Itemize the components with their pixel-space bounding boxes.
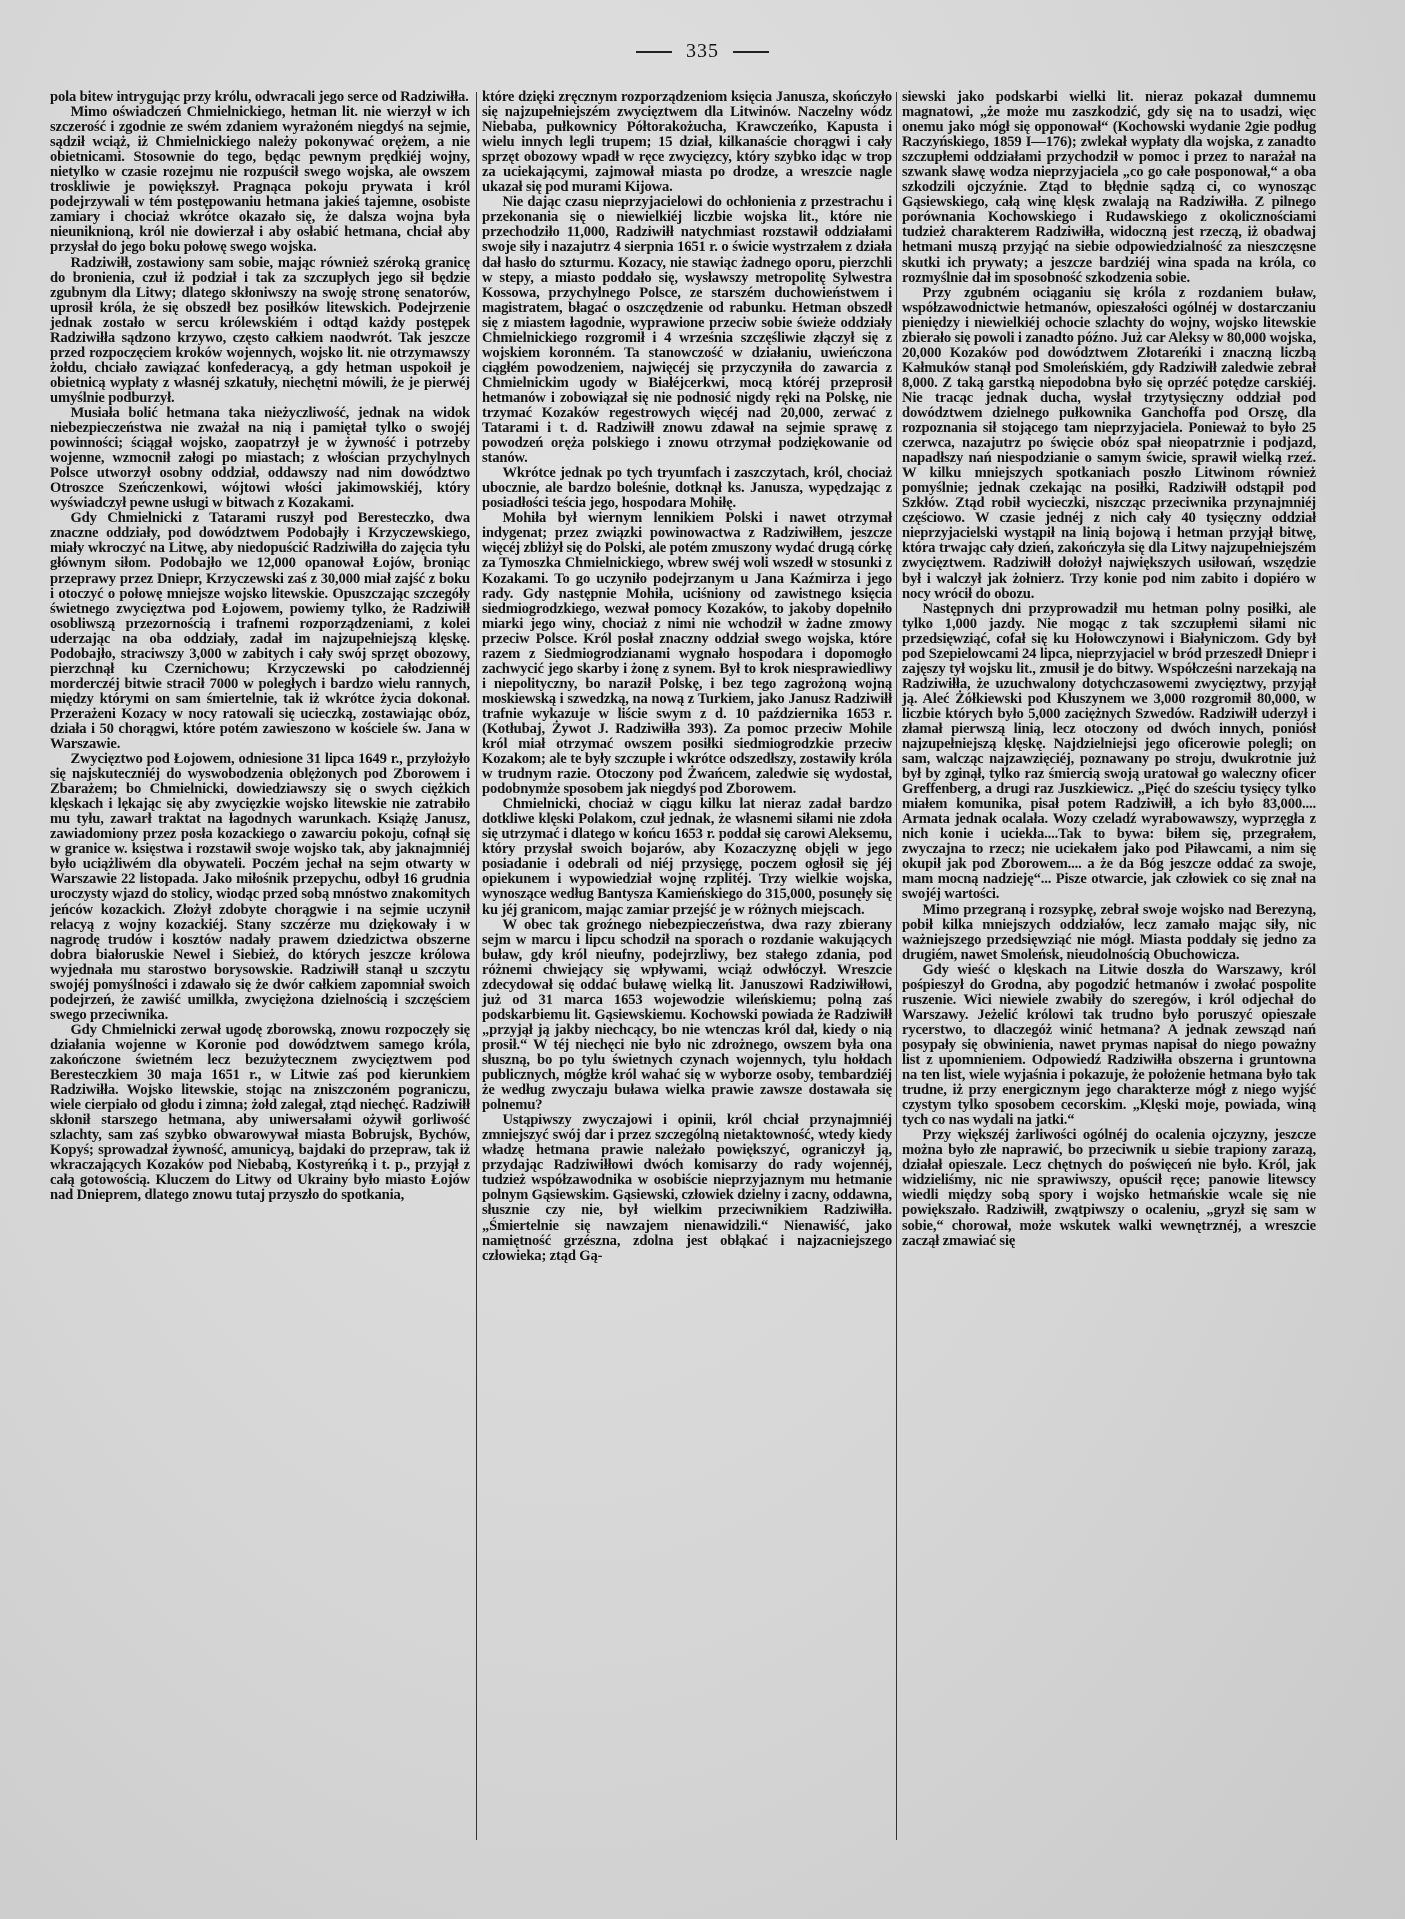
paragraph: Zwycięztwo pod Łojowem, odniesione 31 lipca 1649 r., przyłożyło się najskuteczniéj do wyswobodzenia oblężonych pod Zborowem i Zbarażem; bo Chmielnicki, dowiedziawszy się o swych ciężkich klęskach i lękając się aby zwycięzkie wojsko litewskie nie zatrabiło mu tyłu, zawarł traktat na łagodnych warunkach. Książę Janusz, zawiadomiony przez posła kozackiego o zawarciu pokoju, cofnął się w granice w. księstwa i rozstawił swoje wojsko tak, aby jaknajmniéj było uciążliwém dla obywateli. Poczém jechał na sejm otwarty w Warszawie 22 listopada. Jako miłośnik przepychu, odbył 16 grudnia uroczysty wjazd do stolicy, wiodąc przed sobą mnóstwo znakomitych jeńców kozackich. Złożył zdobyte chorągwie i na sejmie uczynił relacyą z wojny kozackiéj. Stany szczérze mu dziękowały i w nagrodę trudów i kosztów nadały prawem dziedzictwa obszerne dobra białoruskie Newel i Siebież, do których jeszcze królowa wyjednała mu starostwo borysowskie. Radziwiłł stanął u szczytu swojéj pomyślności i zdawało się że dwór całkiem zapomniał swoich podejrzeń, że zawiść umilkła, zwyciężona dzielnością i szczęściem swego przeciwnika. <box>50 751 470 1023</box>
paragraph: Chmielnicki, chociaż w ciągu kilku lat nieraz zadał bardzo dotkliwe klęski Polakom, czuł jednak, że własnemi siłami nie zdoła się utrzymać i dlatego w końcu 1653 r. poddał się carowi Aleksemu, który przysłał swoich bojarów, aby Kozaczyznę objęli w jego posiadanie i odebrali od niéj przysięgę, poczem ogłosił się jéj opiekunem i wypowiedział wojnę rzplitéj. Trzy wielkie wojska, wynoszące według Bantysza Kamieńskiego do 315,000, posunęły się ku jéj granicom, mając zamiar przejść je w różnych miejscach. <box>482 796 892 918</box>
paragraph: Gdy Chmielnicki zerwał ugodę zborowską, znowu rozpoczęły się działania wojenne w Koronie pod dowództwem samego króla, zakończone świetném lecz bezużytecznem zwycięztwem pod Beresteczkiem 30 maja 1651 r., w Litwie zaś pod kierunkiem Radziwiłła. Wojsko litewskie, stojąc na zniszczoném pograniczu, wiele cierpiało od głodu i zimna; żołd zalegał, ztąd niechęć. Radziwiłł skłonił starszego hetmana, aby uniwersałami ożywił gorliwość szlachty, sam zaś szybko obwarowywał miasta Bobrujsk, Bychów, Kopyś; sprowadzał żywność, amunicyą, bajdaki do przepraw, tak iż wkraczających Kozaków pod Niebabą, Kostyreńką i t. p., przyjął z całą gotowością. Kluczem do Litwy od Ukrainy było miasto Łojów nad Dnieprem, dlatego znowu tutaj przyszło do spotkania, <box>50 1021 470 1204</box>
page-number: 335 <box>686 40 719 62</box>
paragraph: Nie dając czasu nieprzyjacielowi do ochłonienia z przestrachu i przekonania się o niewielkiéj liczbie wojska lit., które nie przechodziło 11,000, Radziwiłł natychmiast rozstawił oddziałami swoje siły i nazajutrz 4 sierpnia 1651 r. o świcie wystrzałem z działa dał hasło do szturmu. Kozacy, nie stawiąc żadnego oporu, pierzchli w stepy, a miasto poddało się, wysławszy metropolitę Sylwestra Kossowa, przychylnego Polsce, ze starszém duchowieństwem i magistratem, błagać o oszczędzenie od rabunku. Hetman obszedł się z miastem łagodnie, wyprawione przeciw sobie świeże oddziały Chmielnickiego rozgromił i 4 września szczęśliwie złączył się z wojskiem koronném. Ta stanowczość w działaniu, uwieńczona ciągłém powodzeniem, najwięcéj się przyczyniła do zawarcia z Chmielnickim ugody w Białéjcerkwi, mocą któréj przeprosił hetmanów i zobowiązał się nie podnosić nigdy ręki na Polskę, nie trzymać Kozaków regestrowych więcéj nad 20,000, zerwać z Tatarami i t. d. Radziwiłł znowu zdawał na sejmie sprawę z powodzeń oręża polskiego i znowu otrzymał podziękowanie od stanów. <box>482 194 892 467</box>
paragraph: Przy zgubném ociąganiu się króla z rozdaniem buław, współzawodnictwie hetmanów, opieszałości ogólnéj w dostarczaniu pieniędzy i niewielkiéj ochocie szlachty do wojny, wojsko litewskie zbierało się powoli i zanadto późno. Już car Aleksy w 80,000 wojska, 20,000 Kozaków pod dowództwem Złotareńki i znaczną liczbą Kałmuków stanął pod Smoleńskiém, gdy Radziwiłł zaledwie zebrał 8,000. Z taką garstką niepodobna było się oprzéć potędze carskiéj. Nie tracąc jednak ducha, wysłał trzytysięczny oddział pod dowództwem dzielnego pułkownika Ganchoffa pod Orszę, dla rozpoznania sił stojącego tam nieprzyjaciela. Ponieważ to było 25 czerwca, nazajutrz po święcie obóz spał nieopatrznie i podjazd, napadłszy nań niespodzianie o samym świcie, sprawił wielką rzeź. W kilku mniejszych spotkaniach poszło Litwinom również pomyślnie; jednak czekając na posiłki, Radziwiłł odstąpił pod Szkłów. Ztąd robił wycieczki, niszcząc przeciwnika przynajmniéj częściowo. W czasie jednéj z nich cały 40 tysięczny oddział nieprzyjacielski wystąpił na linią bojową i hetman przyjął bitwę, która trwając cały dzień, zakończyła się dla Litwy najzupełniejszém zwycięztwem. Radziwiłł dołożył największych usiłowań, wszędzie był i walczył jak żołnierz. Trzy konie pod nim zabito i dopiéro w nocy wrócił do obozu. <box>902 284 1316 602</box>
paragraph: Ustąpiwszy zwyczajowi i opinii, król chciał przynajmniéj zmniejszyć swój dar i przez szczególną nietaktowność, wtedy kiedy władzę hetmana prawie należało powiększyć, ograniczył ją, przydając Radziwiłłowi dwóch komisarzy do rady wojennéj, tudzież współzawodnika w osobiście nieprzyjaznym mu hetmanie polnym Gąsiewskim. Gąsiewski, człowiek dzielny i zacny, oddawna, słusznie czy nie, był wielkim przeciwnikiem Radziwiłła. „Śmiertelnie się nawzajem nienawidzili.“ Nienawiść, jako namiętność grzészna, zdolna jest obłąkać i najzacniejszego człowieka; ztąd Gą- <box>482 1112 893 1264</box>
paragraph: W obec tak groźnego niebezpieczeństwa, dwa razy zbierany sejm w marcu i lipcu schodził na sporach o rozdanie wakujących buław, gdy król nieufny, podejrzliwy, bez stałego zdania, pod różnemi chwiejący się wpływami, wciąż odwłóczył. Wreszcie zdecydował się oddać buławę wielką lit. Januszowi Radziwiłłowi, już od 31 marca 1653 wojewodzie wileńskiemu; polną zaś podskarbiemu lit. Gąsiewskiemu. Kochowski powiada że Radziwiłł „przyjął ją jakby niechcący, bo nie wtenczas król dał, kiedy o nią prosił.“ W téj niechęci nie było nic zdrożnego, owszem była ona słuszną, bo po tylu świetnych czynach wojennych, tylu hołdach publicznych, mógłże król wahać się w wyborze osoby, tembardziéj że według zwyczaju buława wielka prawie zawsze dostawała się polnemu? <box>482 916 892 1114</box>
page-header <box>0 40 1405 63</box>
header-dash-left <box>636 51 672 53</box>
paragraph: Mimo przegraną i rozsypkę, zebrał swoje wojsko nad Berezyną, pobił kilka mniejszych oddziałów, lecz zamało mając siły, nic ważniejszego przedsięwziąć nie mógł. Miasta poddały się jedno za drugiém, nawet Smoleńsk, nieudolnością Obuchowicza. <box>902 901 1316 963</box>
text-column-1 <box>50 90 470 1203</box>
paragraph: Wkrótce jednak po tych tryumfach i zaszczytach, król, chociaż ubocznie, ale bardzo boleśnie, dotknął ks. Janusza, wypędzając z posiadłości teścia jego, hospodara Mohiłę. <box>482 465 892 512</box>
paragraph: Radziwiłł, zostawiony sam sobie, mając również széroką granicę do bronienia, czuł iż podział i tak za szczupłych jego sił będzie zgubnym dla Litwy; dlatego skłoniwszy na swoję stronę senatorów, uprosił króla, że się obszedł bez posiłków litewskich. Podejrzenie jednak zostało w sercu królewskiém i odtąd każdy postępek Radziwiłła sądzono krzywo, często całkiem naodwrót. Tak jeszcze przed rozpoczęciem kroków wojennych, wojsko lit. nie otrzymawszy żołdu, chciało zawiązać konfederacyą, a gdy hetman uspokoił je obietnicą wypłaty z własnéj szkatuły, niechętni mówili, że je pierwéj umyślnie podburzył. <box>50 254 470 406</box>
text-column-3 <box>902 90 1316 1249</box>
paragraph: Następnych dni przyprowadził mu hetman polny posiłki, ale tylko 1,000 jazdy. Nie mogąc z tak szczupłemi siłami nic przedsięwziąć, cofał się ku Hołowczynowi i Białyniczom. Gdy był pod Szepielowcami 24 lipca, nieprzyjaciel w bród przeszedł Dniepr i zajęszy tył wojsku lit., zmusił je do bitwy. Współcześni narzekają na Radziwiłła, że uzuchwalony dotychczasowemi zwycięztwy, przyjął ją. Aleć Żółkiewski pod Kłuszynem we 3,000 rozgromił 80,000, w liczbie których było 5,000 zaciężnych Szwedów. Radziwiłł uderzył i złamał pierwszą linią, lecz otoczony od dwóch innych, poniósł najzupełniejszą klęskę. Najdzielniejsi jego oficerowie polegli; on sam, walcząc najzawzięciéj, poznawany po stroju, dwukrotnie już był by zginął, tylko raz śmiercią swoją uratował go waleczny oficer Greffenberg, a drugi raz Juszkiewicz. „Pięć do sześciu tysięcy tylko miałem komunika, pisał potem Radziwiłł, a ich było 83,000.... Armata jednak ocalała. Wozy czeladź wyrabowawszy, wyprzęgła z nich konie i uciekła....Tak to bywa: biłem się, przegrałem, zwyczajna to rzecz; nie uciekałem jako pod Piławcami, a nim się okupił jak pod Zborowem.... a że da Bóg jeszcze oddać za swoje, mam mocną nadzieję“... Pisze otwarcie, jak człowiek co się znał na swojéj wartości. <box>902 600 1316 903</box>
paragraph: siewski jako podskarbi wielki lit. nieraz pokazał dumnemu magnatowi, „że może mu zaszkodzić, gdy się na to usadzi, więc onemu jako mógł się opponował“ (Kochowski wydanie 2gie podług Raczyńskiego, 1859 I—176); zwlekał wypłaty dla wojska, z zanadto szczupłemi oddziałami przychodził w pomoc i przez to narażał na szwank sławę wodza nieprzyjaciela „co go całe posponował,“ a oba szkodzili ojczyźnie. Ztąd to błędnie sądzą ci, co wynosząc Gąsiewskiego, całą winę klęsk zwalają na Radziwiłła. Z pilnego porównania Kochowskiego i Rudawskiego z okolicznościami tudzież charakterem Radziwiłła, widoczną jest rzeczą, iż obadwaj hetmani muszą przyjąć na siebie odpowiedzialność za nieszczęsne skutki ich prywaty; a jeszcze bardziéj wina spada na króla, co rozmyślnie dał im sposobność szkodzenia sobie. <box>902 89 1316 286</box>
paragraph: Mimo oświadczeń Chmielnickiego, hetman lit. nie wierzył w ich szczerość i zgodnie ze swém zdaniem wyrażoném niegdyś na sejmie, sądził wciąż, iż Chmielnickiego należy pokonywać orężem, a nie obietnicami. Stosownie do tego, będąc pewnym prędkiéj wojny, nietylko w czasie rozejmu nie rozpuścił swego wojska, ale owszem troskliwie je powiększył. Pragnąca pokoju prywata i król podejrzywali w tém postępowaniu hetmana jakieś tajemne, osobiste zamiary i chociaż wkrótce okazało się, że dalsza wojna była nieuniknioną, król nie dowierzał i aby osłabić hetmana, chciał aby przysłał do jego boku połowę swego wojska. <box>50 104 470 256</box>
paragraph: Gdy Chmielnicki z Tatarami ruszył pod Beresteczko, dwa znaczne oddziały, pod dowództwem Podobajły i Krzyczewskiego, miały wkroczyć na Litwę, aby niedopuścić Radziwiłła do zajęcia tyłu głównym siłom. Podobajło we 12,000 opanował Łojów, broniąc przeprawy przez Dniepr, Krzyczewski zaś z 30,000 miał zajść z boku i otoczyć o połowę mniejsze wojsko litewskie. Opuszczając szczegóły świetnego zwycięztwa pod Łojowem, powiemy tylko, że Radziwiłł osobliwszą przezornością i trafnemi rozporządzeniami, z kolei uderzając na oba oddziały, zadał im najzupełniejszą klęskę. Podobajło, straciwszy 3,000 w zabitych i cały swój sprzęt obozowy, pierzchnął ku Czernichowu; Krzyczewski po całodziennéj morderczéj bitwie stracił 7000 w poległych i bardzo wielu rannych, między którymi on sam śmiertelnie, tak iż wkrótce życia dokonał. Przerażeni Kozacy w nocy ratowali się ucieczką, zostawiając obóz, działa i 50 chorągwi, które potém zawieszono w kościele św. Jana w Warszawie. <box>50 510 470 753</box>
paragraph: Mohiła był wiernym lennikiem Polski i nawet otrzymał indygenat; przez związki powinowactwa z Radziwiłłem, jeszcze więcéj zbliżył się do Polski, ale potém zmuszony wydać drugą córkę za Tymoszka Chmielnickiego, wbrew swéj woli wszedł w stosunki z Kozakami. To go uczyniło podejrzanym u Jana Kaźmirza i jego rady. Gdy następnie Mohiła, uciśniony od zawistnego księcia siedmiogrodzkiego, wezwał pomocy Kozaków, to jakoby dopełniło miarki jego winy, chociaż z nimi nie wchodził w żadne zmowy przeciw Polsce. Król posłał znaczny oddział swego wojska, które razem z Siedmiogrodzianami wygnało hospodara i dopomogło zachwycić jego skarby i żonę z synem. Był to krok niesprawiedliwy i niepolityczny, bo naraził Polskę, i bez tego zagrożoną wojną moskiewską i szwedzką, na nową z Turkiem, jako Janusz Radziwiłł trafnie wykazuje w liście swym z d. 10 października 1653 r. (Kotłubaj, Żywot J. Radziwiłła 393). Za pomoc przeciw Mohile król miał otrzymać owszem posiłki siedmiogrodzkie przeciw Kozakom; ale te były szczupłe i wkrótce odszedłszy, zostawiły króla w trudnym razie. Otoczony pod Żwańcem, zaledwie się wydostał, podobnymże sposobem jak niegdyś pod Zborowem. <box>482 510 892 798</box>
column-divider <box>476 92 477 1840</box>
paragraph: Gdy wieść o klęskach na Litwie doszła do Warszawy, król pośpieszył do Grodna, aby pogodzić hetmanów i zwołać pospolite ruszenie. Wici niewiele zwabiły do szeregów, i król odjechał do Warszawy. Jeżelić królowi tak trudno było poruszyć opieszałe rycerstwo, to dlaczegóż winić hetmana? A jednak zewsząd nań posypały się obwinienia, nawet prymas napisał do niego poważny list z upomnieniem. Odpowiedź Radziwiłła obszerna i gruntowna na ten list, wiele wyjaśnia i pokazuje, że położenie hetmana było tak trudne, iż przy energicznym jego charakterze mógł z niego wyjść czystym tylko sposobem cecorskim. „Klęski moje, powiada, winą tych co nas wydali na jatki.“ <box>902 961 1316 1129</box>
column-divider <box>896 92 897 1840</box>
text-column-2 <box>482 90 892 1264</box>
paragraph: Przy większéj żarliwości ogólnéj do ocalenia ojczyzny, jeszcze można było złe naprawić, bo przeciwnik u siebie trapiony zarazą, działał opieszale. Lecz chętnych do poświęceń nie było. Król, jak widzieliśmy, nic nie sprawiwszy, opuścił ręce; panowie litewscy wiedli między sobą spory i wojsko hetmańskie wcale się nie powiększało. Radziwiłł, zwątpiwszy o ocaleniu, „gryzł się sam w sobie,“ chorował, może wskutek walki wewnętrznéj, a wreszcie zaczął zmawiać się <box>902 1127 1316 1249</box>
paragraph: pola bitew intrygując przy królu, odwracali jego serce od Radziwiłła. <box>50 89 469 105</box>
header-dash-right <box>733 51 769 53</box>
paragraph: Musiała bolić hetmana taka nieżyczliwość, jednak na widok niebezpieczeństwa nie zważał na nią i pamiętał tylko o swojéj powinności; ściągał wojsko, zaopatrzył je w żywność i potrzeby wojenne, wzmocnił załogi po miastach; z włościan przychylnych Polsce utworzył osobny oddział, oddawszy nad nim dowództwo Otroszce Szeńczenkowi, wójtowi włości jakimowskiéj, który wyświadczył pewne usługi w bitwach z Kozakami. <box>50 404 470 512</box>
paragraph: które dzięki zręcznym rozporządzeniom księcia Janusza, skończyło się najzupełniejszém zwycięztwem dla Litwinów. Naczelny wódz Niebaba, pułkownicy Półtorakożucha, Krawczeńko, Kapusta i wielu innych legli trupem; 15 dział, kilkanaście chorągwi i cały sprzęt obozowy wpadł w ręce zwycięzcy, który szybko idąc w trop za uciekającymi, zajmował miasta po drodze, a wreszcie nagle ukazał się pod murami Kijowa. <box>482 89 892 196</box>
